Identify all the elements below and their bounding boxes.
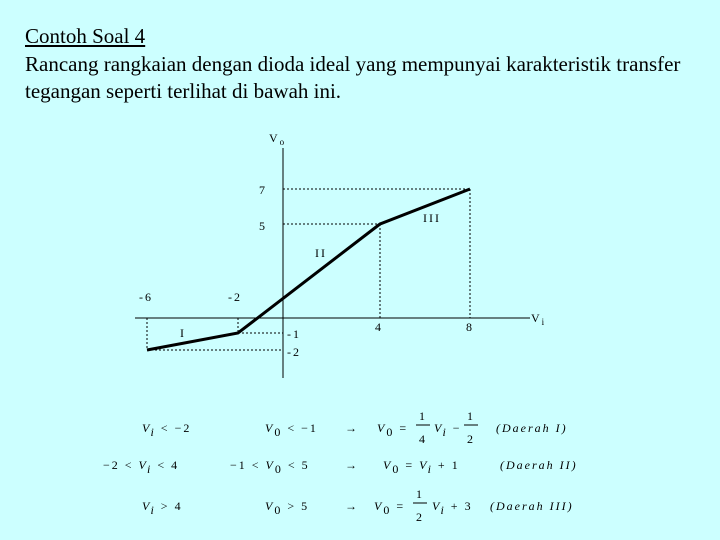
svg-text:1: 1	[419, 409, 427, 423]
eq1-condition: Vi < −2	[142, 421, 192, 439]
eq3-frac	[413, 487, 427, 524]
svg-text:2: 2	[416, 510, 424, 524]
y-tick-7: 7	[259, 183, 267, 197]
guide-lines	[147, 189, 470, 350]
region-label-II: II	[315, 246, 327, 260]
eq2-arrow: →	[345, 458, 359, 472]
eq3-region: (Daerah III)	[490, 499, 574, 513]
x-tick-neg6: -6	[139, 290, 153, 304]
transfer-curve	[147, 189, 470, 350]
eq1-frac1	[416, 409, 430, 446]
eq1-frac2	[464, 409, 478, 446]
svg-text:2: 2	[467, 432, 475, 446]
eq3-vi: Vi + 3	[432, 499, 473, 517]
eq1-range: V0 < −1	[265, 421, 318, 439]
svg-text:4: 4	[419, 432, 427, 446]
eq2-formula: V0 = Vi + 1	[383, 458, 460, 476]
eq1-formula: V0 =	[377, 421, 409, 439]
eq2-condition: −2 < Vi < 4	[103, 458, 180, 476]
y-tick-5: 5	[259, 219, 267, 233]
eq3-range: V0 > 5	[265, 499, 310, 517]
eq1-region: (Daerah I)	[496, 421, 568, 435]
eq2-region: (Daerah II)	[500, 458, 578, 472]
equations	[103, 409, 578, 524]
svg-text:1: 1	[416, 487, 424, 501]
y-tick-neg1: -1	[287, 327, 301, 341]
slide-title: Contoh Soal 4	[25, 24, 146, 48]
region-label-III: III	[423, 211, 441, 225]
region-label-I: I	[180, 326, 186, 340]
eq1-vi: Vi −	[434, 421, 462, 439]
x-tick-neg2: -2	[228, 290, 242, 304]
x-tick-4: 4	[375, 320, 383, 334]
eq2-range: −1 < V0 < 5	[230, 458, 310, 476]
problem-statement: Rancang rangkaian dengan dioda ideal yang mempunyai karakteristik transfer tegangan seperti terlihat di bawah ini.	[25, 52, 681, 103]
x-tick-8: 8	[466, 320, 474, 334]
y-tick-neg2: -2	[287, 345, 301, 359]
y-axis-label: $V_o$	[269, 131, 287, 147]
svg-text:1: 1	[467, 409, 475, 423]
eq3-arrow: →	[345, 499, 359, 513]
eq3-condition: Vi > 4	[142, 499, 183, 517]
eq3-formula: V0 =	[374, 499, 406, 517]
x-axis-label: $V_i$	[531, 311, 547, 327]
eq1-arrow: →	[345, 421, 359, 435]
